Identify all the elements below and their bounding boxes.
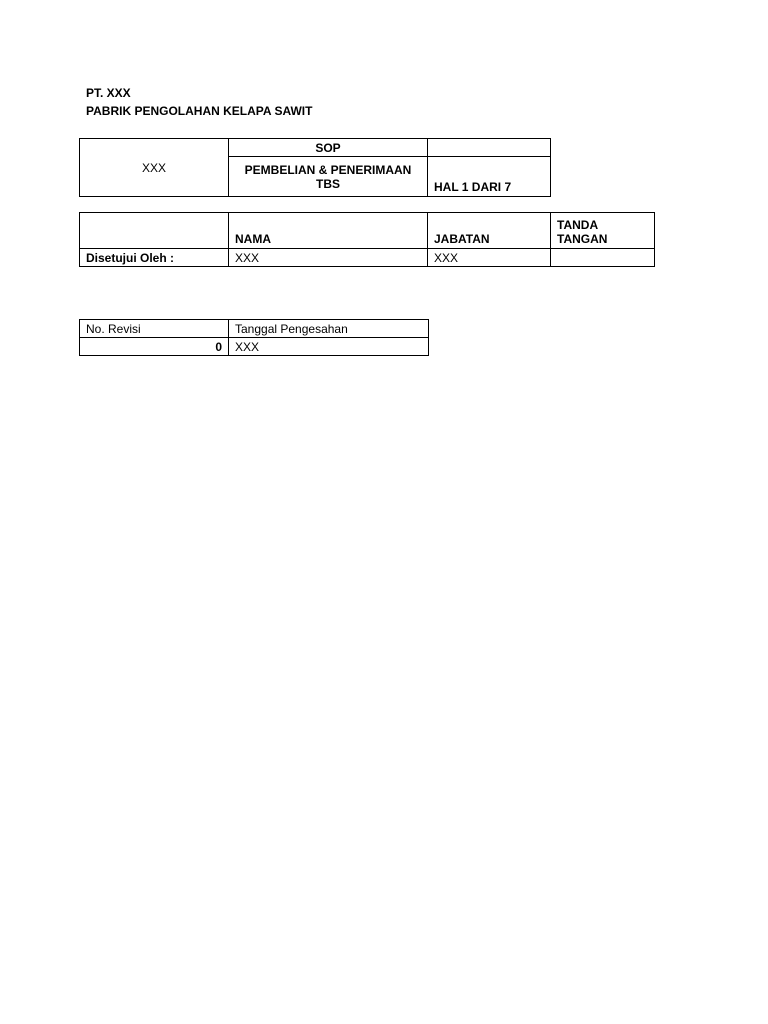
page-info-cell [428, 157, 551, 197]
approver-name: XXX [235, 250, 260, 265]
signature-header-cell [551, 213, 655, 249]
document-title-cell [229, 157, 428, 197]
approver-position-cell [428, 249, 551, 267]
approval-date-cell [229, 338, 429, 356]
approval-date-header: Tanggal Pengesahan [235, 321, 348, 336]
page-info: HAL 1 DARI 7 [434, 180, 512, 194]
document-code-cell [80, 139, 229, 197]
document-code: XXX [141, 160, 166, 175]
name-header-cell [229, 213, 428, 249]
revision-no-header-cell [80, 320, 229, 338]
approver-name-cell [229, 249, 428, 267]
revision-table [79, 319, 429, 356]
position-header: JABATAN [434, 232, 490, 246]
document-type: SOP [315, 140, 341, 155]
empty-header-cell [80, 213, 229, 249]
company-name: PT. XXX [86, 86, 131, 100]
revision-no-header: No. Revisi [86, 321, 141, 336]
document-type-cell [229, 139, 428, 157]
name-header: NAMA [235, 232, 271, 246]
approval-date: XXX [235, 339, 260, 354]
revision-no: 0 [215, 339, 222, 354]
factory-name: PABRIK PENGOLAHAN KELAPA SAWIT [86, 104, 313, 118]
revision-no-cell [80, 338, 229, 356]
empty-cell [428, 139, 551, 157]
approval-date-header-cell [229, 320, 429, 338]
approved-by-label: Disetujui Oleh : [86, 250, 175, 265]
approver-position: XXX [434, 250, 459, 265]
approved-by-label-cell [80, 249, 229, 267]
signature-header-line1: TANDA [557, 218, 599, 232]
signature-header-line2: TANGAN [557, 232, 608, 246]
sop-info-table [79, 138, 551, 197]
approval-table [79, 212, 655, 267]
position-header-cell [428, 213, 551, 249]
document-title-line2: TBS [316, 176, 340, 191]
approver-signature-cell [551, 249, 655, 267]
document-title-line1: PEMBELIAN & PENERIMAAN [244, 162, 412, 177]
